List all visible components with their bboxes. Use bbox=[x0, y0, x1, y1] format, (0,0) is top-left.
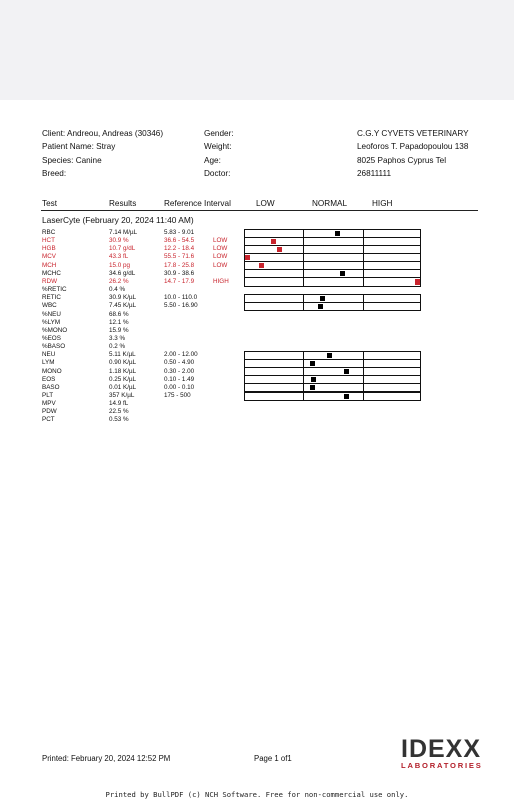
gauge-divider bbox=[303, 262, 304, 269]
gauge-divider bbox=[303, 368, 304, 375]
result-reference: 0.50 - 4.90 bbox=[164, 359, 195, 367]
gauge-divider bbox=[363, 384, 364, 391]
gauge-divider bbox=[363, 262, 364, 269]
result-value: 7.14 M/µL bbox=[109, 229, 138, 236]
gauge-divider bbox=[363, 246, 364, 253]
result-test-name: %NEU bbox=[42, 310, 61, 318]
gauge-divider bbox=[303, 238, 304, 245]
gender-label: Gender: bbox=[204, 129, 234, 138]
species-label: Species: bbox=[42, 155, 74, 165]
result-value: 5.11 K/µL bbox=[109, 351, 136, 359]
result-test-name: MONO bbox=[42, 367, 62, 375]
result-reference: 12.2 - 18.4 bbox=[164, 245, 195, 253]
result-test-name: WBC bbox=[42, 302, 57, 310]
result-test-name: RETIC bbox=[42, 294, 61, 302]
result-value: 22.5 % bbox=[109, 408, 129, 416]
gauge-marker bbox=[318, 304, 323, 309]
clinic-phone: 26811111 bbox=[357, 168, 391, 178]
result-flag: LOW bbox=[213, 253, 228, 261]
gauge-divider bbox=[303, 254, 304, 261]
result-test-name: %BASO bbox=[42, 343, 66, 351]
result-value: 15.0 pg bbox=[109, 261, 131, 269]
client-label: Client: bbox=[42, 129, 66, 138]
result-reference: 0.10 - 1.49 bbox=[164, 375, 195, 383]
result-value: 10.7 g/dL bbox=[109, 245, 136, 253]
result-test-name: PLT bbox=[42, 392, 54, 399]
page-number: Page 1 of1 bbox=[254, 754, 292, 763]
result-value: 0.4 % bbox=[109, 286, 126, 294]
range-gauge bbox=[244, 302, 421, 311]
result-reference: 0.30 - 2.00 bbox=[164, 367, 195, 375]
gauge-divider bbox=[303, 303, 304, 310]
species-value: Canine bbox=[75, 155, 102, 165]
gauge-divider bbox=[303, 376, 304, 383]
result-value: 30.9 % bbox=[109, 237, 129, 245]
result-value: 3.3 % bbox=[109, 334, 126, 342]
range-gauge bbox=[244, 392, 421, 401]
result-reference: 17.8 - 25.8 bbox=[164, 261, 195, 269]
result-value: 14.9 fL bbox=[109, 400, 129, 408]
result-reference: 5.50 - 16.90 bbox=[164, 302, 198, 310]
doctor-label: Doctor: bbox=[204, 168, 231, 178]
result-flag: LOW bbox=[213, 245, 228, 253]
result-test-name: MCH bbox=[42, 261, 57, 269]
gauge-divider bbox=[363, 254, 364, 261]
gauge-marker bbox=[245, 255, 250, 260]
gauge-divider bbox=[363, 295, 364, 302]
col-results: Results bbox=[109, 199, 137, 208]
result-value: 0.25 K/µL bbox=[109, 375, 137, 383]
gauge-divider bbox=[303, 295, 304, 302]
gauge-marker bbox=[271, 239, 276, 244]
gauge-marker bbox=[277, 247, 282, 252]
gauge-marker bbox=[310, 361, 315, 366]
idexx-logo bbox=[401, 735, 483, 770]
gauge-marker bbox=[344, 369, 349, 374]
gauge-divider bbox=[363, 368, 364, 375]
patient-name-value: Stray bbox=[96, 142, 116, 152]
result-value: 357 K/µL bbox=[109, 392, 135, 399]
result-test-name: RBC bbox=[42, 229, 56, 236]
watermark-text: Printed by BullPDF (c) NCH Software. Free for non-commercial use only. bbox=[105, 790, 409, 799]
gauge-divider bbox=[363, 238, 364, 245]
result-value: 0.01 K/µL bbox=[109, 383, 137, 391]
result-test-name: MCHC bbox=[42, 269, 61, 277]
range-gauge bbox=[244, 277, 421, 286]
result-test-name: RDW bbox=[42, 277, 58, 285]
result-test-name: LYM bbox=[42, 359, 55, 367]
breed-label: Breed: bbox=[42, 168, 67, 178]
result-value: 12.1 % bbox=[109, 318, 129, 326]
result-reference: 5.83 - 9.01 bbox=[164, 229, 195, 236]
result-reference: 2.00 - 12.00 bbox=[164, 351, 198, 359]
logo-sub: LABORATORIES bbox=[401, 761, 483, 770]
gauge-marker bbox=[327, 353, 332, 358]
result-test-name: NEU bbox=[42, 351, 56, 359]
gauge-divider bbox=[303, 384, 304, 391]
header-rule bbox=[41, 210, 478, 211]
result-test-name: HGB bbox=[42, 245, 56, 253]
clinic-name: C.G.Y CYVETS VETERINARY bbox=[357, 129, 469, 138]
gauge-marker bbox=[259, 263, 264, 268]
col-reference: Reference Interval bbox=[164, 199, 231, 208]
result-test-name: EOS bbox=[42, 375, 56, 383]
gauge-divider bbox=[363, 278, 364, 285]
logo-word: IDEXX bbox=[401, 735, 482, 763]
gauge-marker bbox=[335, 231, 340, 236]
col-high: HIGH bbox=[372, 199, 393, 208]
result-value: 68.6 % bbox=[109, 310, 129, 318]
gauge-divider bbox=[303, 352, 304, 359]
result-value: 7.45 K/µL bbox=[109, 302, 137, 310]
result-test-name: %LYM bbox=[42, 318, 61, 326]
gauge-divider bbox=[303, 393, 304, 400]
patient-name-label: Patient Name: bbox=[42, 142, 94, 152]
col-low: LOW bbox=[256, 199, 275, 208]
result-test-name: %RETIC bbox=[42, 286, 67, 294]
client-value: Andreou, Andreas (30346) bbox=[67, 129, 164, 138]
clinic-address bbox=[357, 127, 469, 180]
result-flag: HIGH bbox=[213, 277, 229, 285]
patient-info bbox=[42, 127, 163, 180]
section-title: LaserCyte (February 20, 2024 11:40 AM) bbox=[42, 215, 194, 225]
gauge-divider bbox=[363, 376, 364, 383]
result-value: 30.9 K/µL bbox=[109, 294, 137, 302]
result-value: 43.3 fL bbox=[109, 253, 129, 261]
result-test-name: HCT bbox=[42, 237, 55, 245]
gauge-divider bbox=[303, 246, 304, 253]
gauge-divider bbox=[363, 303, 364, 310]
viewer-top-area bbox=[0, 0, 514, 100]
result-value: 0.53 % bbox=[109, 416, 129, 424]
result-test-name: PDW bbox=[42, 408, 57, 416]
gauge-marker bbox=[340, 271, 345, 276]
weight-label: Weight: bbox=[204, 142, 232, 152]
result-test-name: %MONO bbox=[42, 326, 68, 334]
col-normal: NORMAL bbox=[312, 199, 348, 208]
printed-date: Printed: February 20, 2024 12:52 PM bbox=[42, 754, 171, 763]
result-flag: LOW bbox=[213, 237, 228, 245]
gauge-divider bbox=[303, 278, 304, 285]
gauge-marker bbox=[310, 385, 315, 390]
gauge-marker bbox=[344, 394, 349, 399]
col-test: Test bbox=[42, 199, 58, 208]
gauge-divider bbox=[363, 360, 364, 367]
gauge-divider bbox=[303, 270, 304, 277]
result-reference: 30.9 - 38.6 bbox=[164, 269, 195, 277]
gauge-divider bbox=[303, 230, 304, 237]
result-reference: 14.7 - 17.9 bbox=[164, 277, 195, 285]
result-value: 0.90 K/µL bbox=[109, 359, 137, 367]
result-test-name: PCT bbox=[42, 416, 55, 424]
result-value: 26.2 % bbox=[109, 277, 129, 285]
gauge-divider bbox=[303, 360, 304, 367]
gauge-divider bbox=[363, 352, 364, 359]
gauge-divider bbox=[363, 230, 364, 237]
result-value: 0.2 % bbox=[109, 343, 126, 351]
result-test-name: %EOS bbox=[42, 334, 61, 342]
clinic-city: 8025 Paphos Cyprus Tel bbox=[357, 155, 447, 165]
result-flag: LOW bbox=[213, 261, 228, 269]
result-test-name: BASO bbox=[42, 383, 60, 391]
result-reference: 10.0 - 110.0 bbox=[164, 294, 198, 302]
result-test-name: MCV bbox=[42, 253, 56, 261]
gauge-marker bbox=[311, 377, 316, 382]
result-reference: 55.5 - 71.6 bbox=[164, 253, 195, 261]
age-label: Age: bbox=[204, 155, 221, 165]
patient-details bbox=[204, 127, 234, 180]
gauge-divider bbox=[363, 270, 364, 277]
result-reference: 175 - 500 bbox=[164, 392, 191, 399]
clinic-street: Leoforos T. Papadopoulou 138 bbox=[357, 142, 469, 152]
result-test-name: MPV bbox=[42, 400, 56, 408]
result-value: 34.6 g/dL bbox=[109, 269, 136, 277]
result-reference: 36.6 - 54.5 bbox=[164, 237, 195, 245]
gauge-marker bbox=[320, 296, 325, 301]
result-reference: 0.00 - 0.10 bbox=[164, 383, 195, 391]
gauge-marker bbox=[415, 279, 420, 284]
result-value: 1.18 K/µL bbox=[109, 367, 137, 375]
gauge-divider bbox=[363, 393, 364, 400]
result-value: 15.9 % bbox=[109, 326, 129, 334]
